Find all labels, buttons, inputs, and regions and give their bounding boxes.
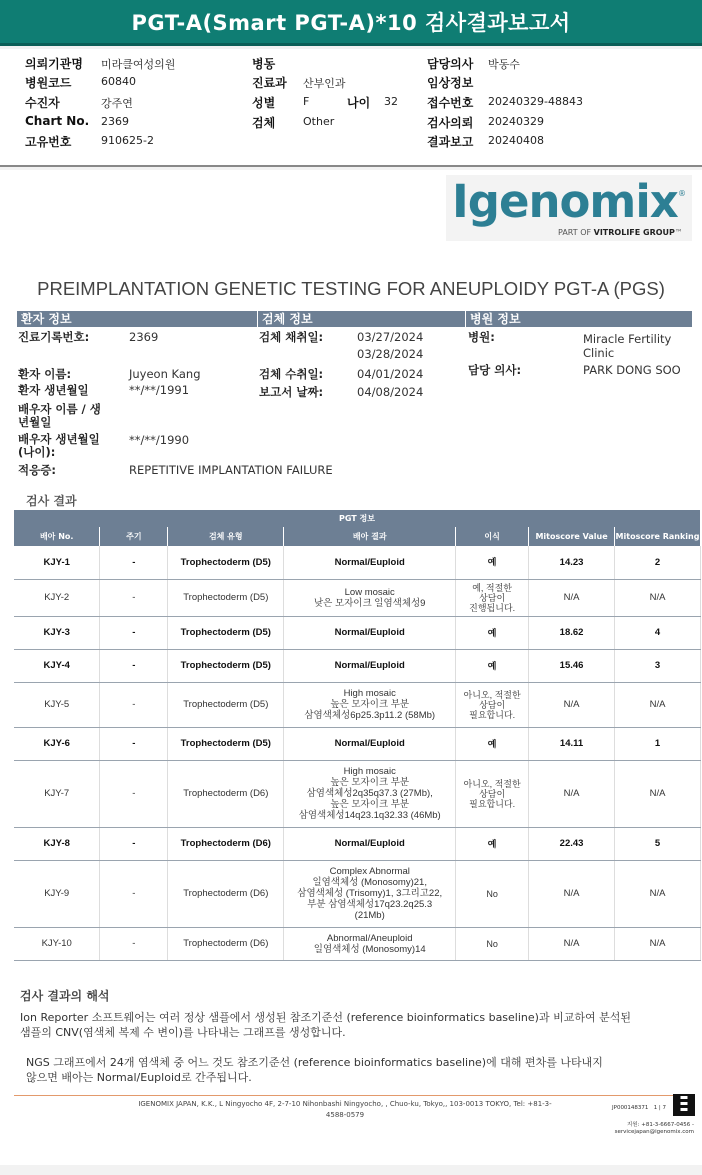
transfer-line: 아니오, 적절한 bbox=[463, 689, 521, 700]
specimen-label: 검체 bbox=[252, 116, 276, 130]
footer-contact bbox=[610, 1122, 694, 1136]
collect-date-label: 검체 채취일: bbox=[259, 330, 324, 344]
transfer-line: 예 bbox=[487, 738, 497, 749]
table-row bbox=[14, 760, 701, 827]
embryo-result-cell bbox=[284, 649, 456, 682]
attending-doctor-value: PARK DONG SOO bbox=[583, 363, 681, 377]
result-line: Normal/Euploid bbox=[334, 738, 405, 749]
footer-address-line2: 4588-0579 bbox=[325, 1111, 365, 1119]
mitoscore-ranking-cell: 5 bbox=[615, 827, 701, 860]
transfer-line: 상담이 bbox=[479, 788, 506, 799]
logo-registered-mark: ® bbox=[678, 189, 686, 198]
clinical-info-label: 임상정보 bbox=[427, 76, 474, 90]
col-cycle: 주기 bbox=[100, 527, 168, 546]
cycle-cell: - bbox=[100, 649, 168, 682]
result-line: Normal/Euploid bbox=[334, 838, 405, 849]
mitoscore-ranking-cell: 1 bbox=[615, 727, 701, 760]
table-row bbox=[14, 727, 701, 760]
attending-doctor-label: 담당 의사: bbox=[468, 363, 522, 377]
logo-tagline: PART OF VITROLIFE GROUP™ bbox=[558, 228, 683, 237]
report-date-label: 결과보고 bbox=[427, 135, 474, 149]
result-line: 높은 모자이크 부분 bbox=[330, 699, 410, 710]
mitoscore-value-cell: 22.43 bbox=[529, 827, 615, 860]
result-line: High mosaic bbox=[343, 688, 396, 699]
mitoscore-value-cell: N/A bbox=[529, 579, 615, 616]
embryo-no-cell: KJY-5 bbox=[14, 682, 100, 727]
embryo-result-cell bbox=[284, 760, 456, 827]
report-date-value-2: 04/08/2024 bbox=[357, 385, 424, 399]
chart-no-value: 2369 bbox=[101, 115, 129, 128]
embryo-result-cell bbox=[284, 827, 456, 860]
specimen-type-cell: Trophectoderm (D5) bbox=[168, 682, 284, 727]
result-line: 삼염색체성6p25.3p11.2 (58Mb) bbox=[304, 710, 436, 721]
embryo-result-cell bbox=[284, 579, 456, 616]
cycle-cell: - bbox=[100, 860, 168, 927]
cycle-cell: - bbox=[100, 827, 168, 860]
results-table bbox=[14, 510, 701, 961]
specimen-info-header: 검체 정보 bbox=[258, 311, 465, 327]
doctor-value: 박동수 bbox=[488, 58, 520, 71]
mitoscore-value-cell: 14.23 bbox=[529, 546, 615, 579]
embryo-no-cell: KJY-9 bbox=[14, 860, 100, 927]
table-row bbox=[14, 546, 701, 579]
transfer-line: 진행됩니다. bbox=[469, 602, 516, 613]
mitoscore-value-cell: 14.11 bbox=[529, 727, 615, 760]
transfer-line: 상담이 bbox=[479, 592, 506, 603]
transfer-line: 예, 적절한 bbox=[472, 582, 512, 593]
cycle-cell: - bbox=[100, 927, 168, 960]
transfer-cell bbox=[456, 827, 529, 860]
result-line: Normal/Euploid bbox=[334, 660, 405, 671]
table-row bbox=[14, 927, 701, 960]
embryo-no-cell: KJY-2 bbox=[14, 579, 100, 616]
mitoscore-value-cell: N/A bbox=[529, 860, 615, 927]
embryo-result-cell bbox=[284, 860, 456, 927]
mitoscore-ranking-cell: 3 bbox=[615, 649, 701, 682]
collect-date-value-1: 03/27/2024 bbox=[357, 330, 424, 344]
cycle-cell: - bbox=[100, 727, 168, 760]
mitoscore-value-cell: 15.46 bbox=[529, 649, 615, 682]
transfer-line: 예 bbox=[487, 557, 497, 568]
receipt-no-label: 접수번호 bbox=[427, 96, 474, 110]
interpretation-paragraph-2 bbox=[26, 1055, 686, 1085]
chart-no-label: Chart No. bbox=[25, 114, 90, 128]
hospital-value-2: Clinic bbox=[583, 346, 615, 360]
table-row bbox=[14, 860, 701, 927]
spouse-dob-value: **/**/1990 bbox=[129, 433, 190, 447]
interp-p1-line2: 샘플의 CNV(염색체 복제 수 변이)를 나타내는 그래프를 생성합니다. bbox=[20, 1026, 346, 1039]
transfer-line: 예 bbox=[487, 660, 497, 671]
transfer-cell bbox=[456, 616, 529, 649]
report-page bbox=[0, 170, 702, 1165]
result-line: High mosaic bbox=[343, 766, 396, 777]
age-value: 32 bbox=[384, 95, 398, 108]
patient-label: 수진자 bbox=[25, 96, 60, 110]
patient-info-header: 환자 정보 bbox=[17, 311, 257, 327]
mitoscore-ranking-cell: N/A bbox=[615, 760, 701, 827]
mitoscore-value-cell: 18.62 bbox=[529, 616, 615, 649]
hospital-code-label: 병원코드 bbox=[25, 76, 72, 90]
unique-no-label: 고유번호 bbox=[25, 135, 72, 149]
indication-value: REPETITIVE IMPLANTATION FAILURE bbox=[129, 463, 333, 477]
result-line: (21Mb) bbox=[354, 910, 385, 921]
receive-date-value: 04/01/2024 bbox=[357, 367, 424, 381]
institution-label: 의뢰기관명 bbox=[25, 57, 83, 71]
patient-name-value: Juyeon Kang bbox=[129, 367, 201, 381]
embryo-result-cell bbox=[284, 616, 456, 649]
transfer-line: 아니오, 적절한 bbox=[463, 778, 521, 789]
document-title: PREIMPLANTATION GENETIC TESTING FOR ANEUPLOIDY PGT-A (PGS) bbox=[37, 278, 665, 299]
result-line: Low mosaic bbox=[344, 586, 395, 598]
request-date-label: 검사의뢰 bbox=[427, 116, 474, 130]
page-number: 1 | 7 bbox=[653, 1105, 667, 1111]
qr-code-icon bbox=[673, 1094, 695, 1116]
patient-value: 강주연 bbox=[101, 97, 133, 110]
transfer-cell bbox=[456, 927, 529, 960]
cycle-cell: - bbox=[100, 682, 168, 727]
doctor-label: 담당의사 bbox=[427, 57, 474, 71]
mitoscore-ranking-cell: 2 bbox=[615, 546, 701, 579]
sex-label: 성별 bbox=[252, 96, 276, 110]
specimen-type-cell: Trophectoderm (D5) bbox=[168, 546, 284, 579]
specimen-type-cell: Trophectoderm (D6) bbox=[168, 860, 284, 927]
result-line: 일염색체성 (Monosomy)21, bbox=[312, 877, 427, 888]
transfer-line: No bbox=[486, 888, 498, 899]
sex-value: F bbox=[303, 95, 310, 108]
transfer-line: 예 bbox=[487, 627, 497, 638]
collect-date-value-2: 03/28/2024 bbox=[357, 347, 424, 361]
specimen-type-cell: Trophectoderm (D5) bbox=[168, 727, 284, 760]
receive-date-label: 검체 수취일: bbox=[259, 367, 324, 381]
embryo-result-cell bbox=[284, 546, 456, 579]
logo-brand: Igenomix bbox=[452, 175, 678, 228]
spouse-dob-label: 배우자 생년월일 (나이): bbox=[18, 432, 100, 459]
report-date-label-2: 보고서 날짜: bbox=[259, 385, 324, 399]
table-row bbox=[14, 616, 701, 649]
mitoscore-ranking-cell: N/A bbox=[615, 682, 701, 727]
table-row bbox=[14, 579, 701, 616]
interp-p2-line2: 않으면 배아는 Normal/Euploid로 간주됩니다. bbox=[26, 1071, 252, 1084]
embryo-no-cell: KJY-7 bbox=[14, 760, 100, 827]
result-line: Normal/Euploid bbox=[334, 627, 405, 638]
cycle-cell: - bbox=[100, 546, 168, 579]
specimen-type-cell: Trophectoderm (D5) bbox=[168, 579, 284, 616]
interp-p1-line1: Ion Reporter 소프트웨어는 여러 정상 샘플에서 생성된 참조기준선 (reference bioinformatics baseline)과 비교하여 분석된 bbox=[20, 1011, 631, 1024]
interpretation-title: 검사 결과의 해석 bbox=[20, 989, 110, 1003]
record-no-label: 진료기록번호: bbox=[18, 330, 90, 344]
unique-no-value: 910625-2 bbox=[101, 134, 154, 147]
mitoscore-ranking-cell: N/A bbox=[615, 860, 701, 927]
transfer-cell bbox=[456, 682, 529, 727]
specimen-type-cell: Trophectoderm (D6) bbox=[168, 927, 284, 960]
specimen-type-cell: Trophectoderm (D5) bbox=[168, 616, 284, 649]
col-specimen-type: 검체 유형 bbox=[168, 527, 284, 546]
mitoscore-value-cell: N/A bbox=[529, 682, 615, 727]
table-row bbox=[14, 682, 701, 727]
table-row bbox=[14, 827, 701, 860]
result-line: 삼염색체성14q23.1q32.33 (46Mb) bbox=[298, 810, 441, 821]
transfer-line: 상담이 bbox=[479, 699, 506, 710]
mitoscore-value-cell: N/A bbox=[529, 927, 615, 960]
ward-label: 병동 bbox=[252, 57, 276, 71]
specimen-value: Other bbox=[303, 115, 335, 128]
result-line: 높은 모자이크 부분 bbox=[330, 777, 410, 788]
table-row bbox=[14, 649, 701, 682]
contact-phone: 지원: +81-3-6667-0456 - bbox=[626, 1122, 694, 1128]
igenomix-logo bbox=[446, 175, 692, 241]
embryo-result-cell bbox=[284, 682, 456, 727]
mitoscore-ranking-cell: N/A bbox=[615, 927, 701, 960]
result-line: 삼염색체성 (Trisomy)1, 3그리고22, bbox=[297, 888, 443, 899]
transfer-line: 필요합니다. bbox=[469, 709, 516, 720]
mitoscore-ranking-cell: 4 bbox=[615, 616, 701, 649]
transfer-line: No bbox=[486, 938, 498, 949]
footer-divider bbox=[14, 1095, 688, 1096]
result-line: 삼염색체성2q35q37.3 (27Mb), bbox=[306, 788, 433, 799]
request-date-value: 20240329 bbox=[488, 115, 544, 128]
transfer-cell bbox=[456, 649, 529, 682]
transfer-cell bbox=[456, 727, 529, 760]
col-embryo-result: 배아 결과 bbox=[284, 527, 456, 546]
patient-dob-value: **/**/1991 bbox=[129, 383, 190, 397]
spouse-name-label: 배우자 이름 / 생년월일 bbox=[18, 402, 101, 429]
cycle-cell: - bbox=[100, 760, 168, 827]
embryo-no-cell: KJY-8 bbox=[14, 827, 100, 860]
specimen-type-cell: Trophectoderm (D5) bbox=[168, 649, 284, 682]
doc-code: JP000148371 1 | 7 bbox=[612, 1105, 667, 1111]
dept-value: 산부인과 bbox=[303, 77, 346, 90]
results-section-title: 검사 결과 bbox=[26, 494, 77, 508]
result-line: 일염색체성 (Monosomy)14 bbox=[313, 943, 426, 955]
title-bar bbox=[0, 0, 702, 46]
transfer-cell bbox=[456, 760, 529, 827]
mitoscore-ranking-cell: N/A bbox=[615, 579, 701, 616]
patient-name-label: 환자 이름: bbox=[18, 367, 72, 381]
result-line: Abnormal/Aneuploid bbox=[326, 932, 413, 944]
specimen-type-cell: Trophectoderm (D6) bbox=[168, 760, 284, 827]
patient-dob-label: 환자 생년월일 bbox=[18, 383, 89, 397]
hospital-label: 병원: bbox=[468, 330, 495, 344]
footer-address bbox=[100, 1099, 590, 1121]
transfer-cell bbox=[456, 546, 529, 579]
embryo-result-cell bbox=[284, 727, 456, 760]
interpretation-paragraph-1 bbox=[20, 1010, 680, 1040]
transfer-line: 필요합니다. bbox=[469, 798, 516, 809]
cycle-cell: - bbox=[100, 616, 168, 649]
report-date-value: 20240408 bbox=[488, 134, 544, 147]
result-line: Complex Abnormal bbox=[329, 866, 410, 877]
footer-address-line1: IGENOMIX JAPAN, K.K., L Ningyocho 4F, 2-7-10 Nihonbashi Ningyocho, , Chuo-ku, Tokyo,, 103-0013 TOKYO, Tel: +81-3- bbox=[138, 1100, 552, 1108]
interp-p2-line1: NGS 그래프에서 24개 염색체 중 어느 것도 참조기준선 (reference bioinformatics baseline)에 대해 편차를 나타내지 bbox=[26, 1056, 603, 1069]
mitoscore-value-cell: N/A bbox=[529, 760, 615, 827]
cycle-cell: - bbox=[100, 579, 168, 616]
dept-label: 진료과 bbox=[252, 76, 287, 90]
embryo-no-cell: KJY-4 bbox=[14, 649, 100, 682]
result-line: 부분 삼염색체성17q23.2q25.3 bbox=[307, 899, 433, 910]
embryo-result-cell bbox=[284, 927, 456, 960]
hospital-info-header: 병원 정보 bbox=[466, 311, 692, 327]
result-line: 높은 모자이크 부분 bbox=[330, 799, 410, 810]
embryo-no-cell: KJY-3 bbox=[14, 616, 100, 649]
transfer-cell bbox=[456, 860, 529, 927]
embryo-no-cell: KJY-1 bbox=[14, 546, 100, 579]
result-line: Normal/Euploid bbox=[334, 556, 405, 568]
report-title: PGT-A(Smart PGT-A)*10 검사결과보고서 bbox=[131, 10, 571, 35]
contact-email: servicejapan@igenomix.com bbox=[614, 1129, 694, 1135]
col-mitoscore-value: Mitoscore Value bbox=[529, 527, 615, 546]
hospital-value-1: Miracle Fertility bbox=[583, 332, 672, 346]
transfer-line: 예 bbox=[487, 838, 497, 849]
age-label: 나이 bbox=[347, 96, 371, 110]
col-embryo-no: 배아 No. bbox=[14, 527, 100, 546]
report-header bbox=[0, 49, 702, 167]
specimen-type-cell: Trophectoderm (D6) bbox=[168, 827, 284, 860]
receipt-no-value: 20240329-48843 bbox=[488, 95, 583, 108]
record-no-value: 2369 bbox=[129, 330, 159, 344]
transfer-cell bbox=[456, 579, 529, 616]
col-transfer: 이식 bbox=[456, 527, 529, 546]
hospital-code-value: 60840 bbox=[101, 75, 136, 88]
indication-label: 적응증: bbox=[18, 463, 56, 477]
embryo-no-cell: KJY-10 bbox=[14, 927, 100, 960]
pgt-info-header: PGT 정보 bbox=[14, 510, 701, 527]
result-line: 낮은 모자이크 일염색체성9 bbox=[313, 597, 426, 609]
col-mitoscore-ranking: Mitoscore Ranking bbox=[615, 527, 701, 546]
institution-value: 미라클여성의원 bbox=[101, 58, 176, 71]
embryo-no-cell: KJY-6 bbox=[14, 727, 100, 760]
